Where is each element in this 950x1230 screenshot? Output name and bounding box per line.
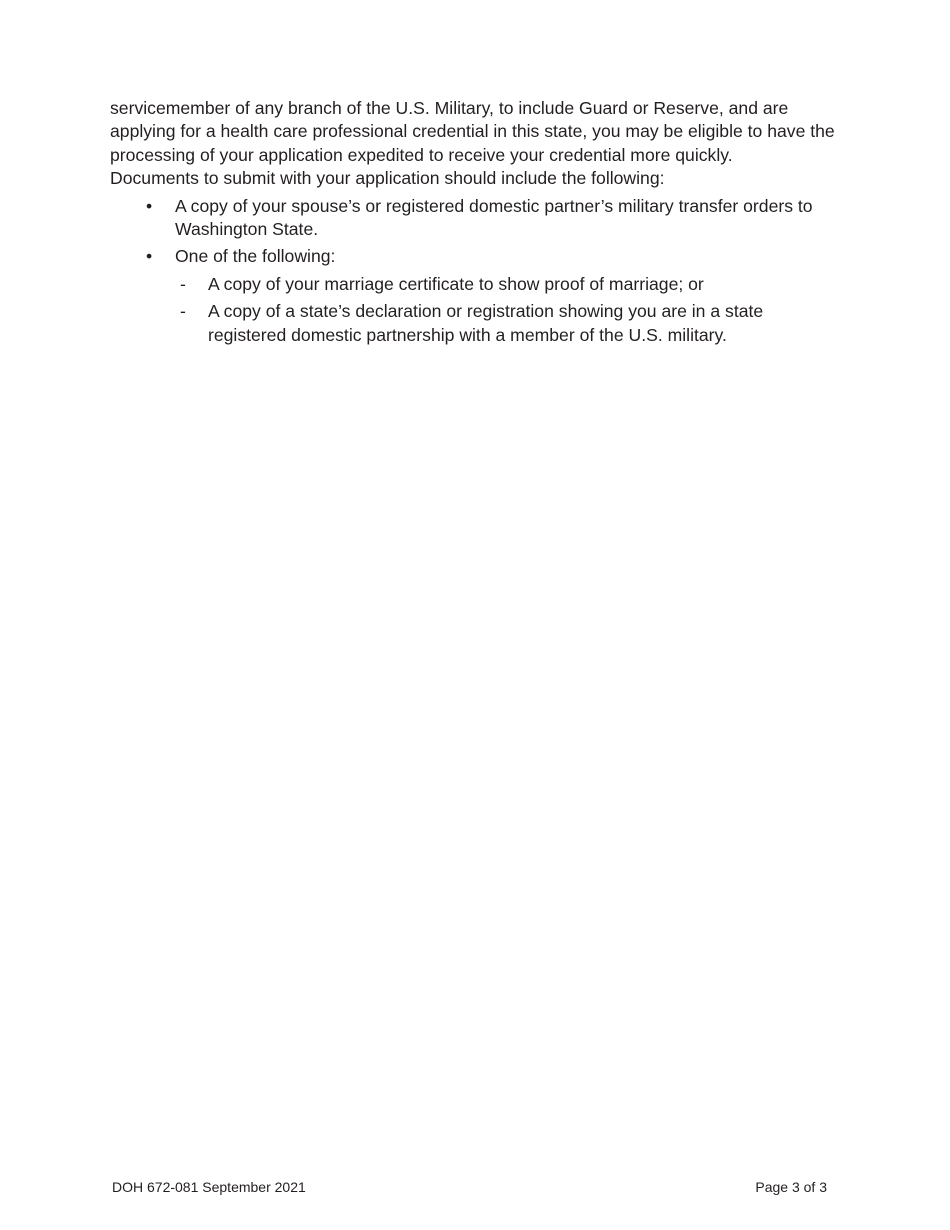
dash-icon: - — [180, 273, 186, 294]
sub-list-item — [175, 273, 835, 296]
sub-list-item-text: A copy of your marriage certificate to show proof of marriage; or — [208, 273, 704, 294]
intro-paragraph: servicemember of any branch of the U.S. Military, to include Guard or Reserve, and are applying for a health care professional credential in this state, you may be eligible to have the processing of your application expedited to receive your credential more quickly. — [110, 98, 835, 165]
bullet-icon: • — [146, 246, 153, 267]
footer-page-number: Page 3 of 3 — [755, 1179, 827, 1195]
sub-list-item-text: A copy of a state’s declaration or registration showing you are in a state registered domestic partnership with a member of the U.S. military. — [208, 301, 764, 345]
sub-list — [175, 273, 835, 347]
list-item — [110, 195, 835, 242]
dash-icon: - — [180, 301, 186, 322]
footer-form-id: DOH 672-081 September 2021 — [112, 1179, 306, 1195]
list-item-text: A copy of your spouse’s or registered domestic partner’s military transfer orders to Washington State. — [175, 195, 813, 240]
sub-list-item — [175, 300, 835, 347]
list-item-text: One of the following: — [175, 246, 336, 267]
list-item — [110, 245, 835, 347]
document-body — [110, 97, 835, 351]
bullet-icon: • — [146, 195, 153, 216]
documents-heading: Documents to submit with your application should include the following: — [110, 168, 665, 189]
documents-list — [110, 195, 835, 347]
